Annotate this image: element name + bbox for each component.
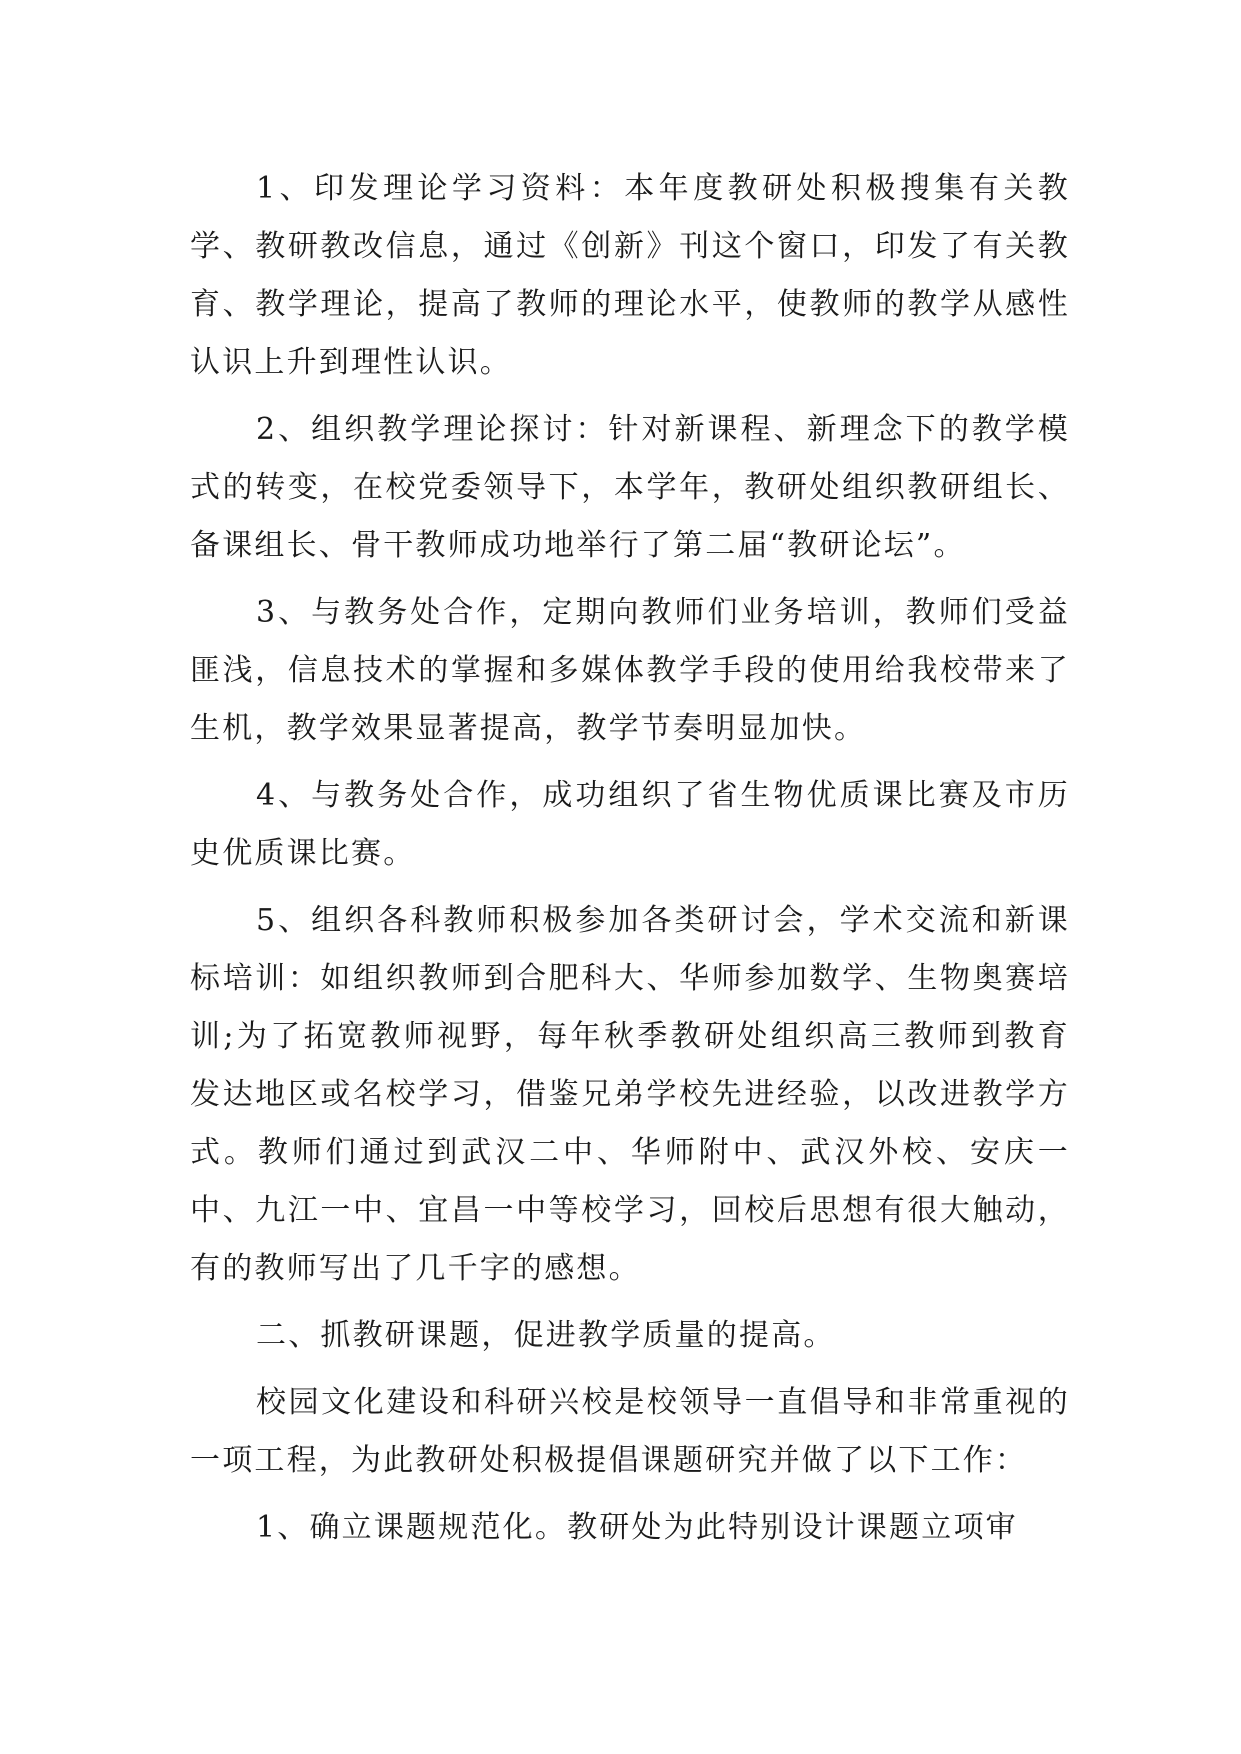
paragraph-research-intro: 校园文化建设和科研兴校是校领导一直倡导和非常重视的一项工程，为此教研处积极提倡课题研究并做了以下工作： bbox=[190, 1385, 1070, 1478]
paragraph-theory-materials: 1、印发理论学习资料：本年度教研处积极搜集有关教学、教研教改信息，通过《创新》刊这个窗口，印发了有关教育、教学理论，提高了教师的理论水平，使教师的教学从感性认识上升到理性认识。 bbox=[190, 171, 1070, 380]
section-heading: 二、抓教研课题，促进教学质量的提高。 bbox=[256, 1318, 836, 1353]
paragraph-seminars: 5、组织各科教师积极参加各类研讨会，学术交流和新课标培训：如组织教师到合肥科大、华师参加数学、生物奥赛培训;为了拓宽教师视野，每年秋季教研处组织高三教师到教育发达地区或名校学习，借鉴兄弟学校先进经验，以改进教学方式。教师们通过到武汉二中、华师附中、武汉外校、安庆一中、九江一中、宜昌一中等校学习，回校后思想有很大触动，有的教师写出了几千字的感想。 bbox=[190, 903, 1070, 1286]
document-body bbox=[190, 160, 1070, 1566]
paragraph-topic-standardization: 1、确立课题规范化。教研处为此特别设计课题立项审 bbox=[256, 1510, 1018, 1545]
paragraph-training-cooperation: 3、与教务处合作，定期向教师们业务培训，教师们受益匪浅，信息技术的掌握和多媒体教学手段的使用给我校带来了生机，教学效果显著提高，教学节奏明显加快。 bbox=[190, 595, 1070, 746]
paragraph-competition-cooperation: 4、与教务处合作，成功组织了省生物优质课比赛及市历史优质课比赛。 bbox=[190, 778, 1070, 871]
paragraph-theory-discussion: 2、组织教学理论探讨：针对新课程、新理念下的教学模式的转变，在校党委领导下，本学年，教研处组织教研组长、备课组长、骨干教师成功地举行了第二届“教研论坛”。 bbox=[190, 412, 1070, 563]
